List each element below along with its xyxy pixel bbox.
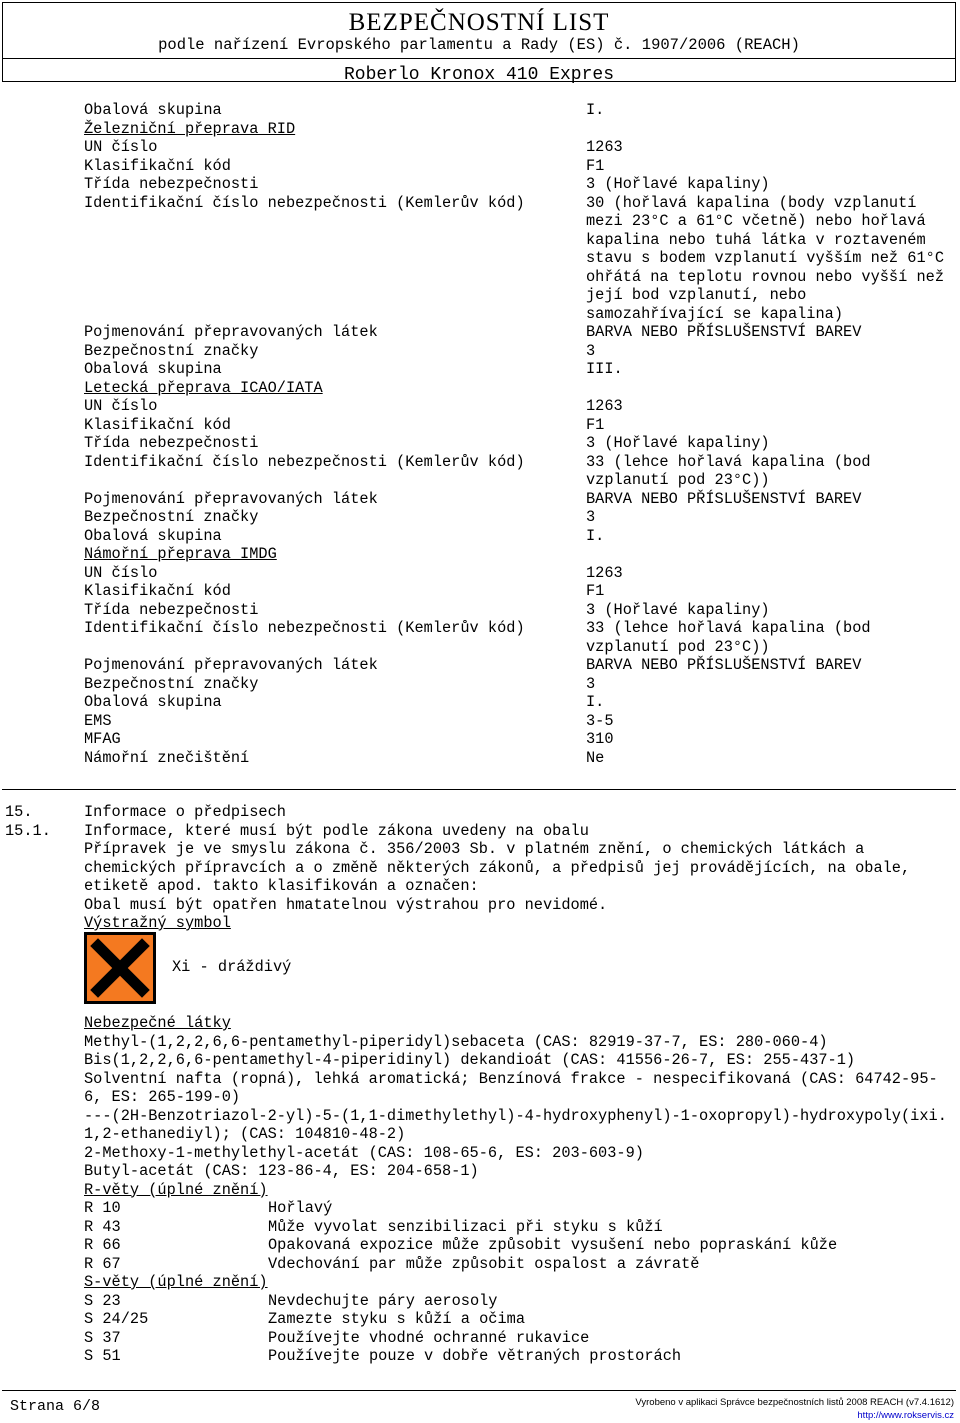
transport-value: 33 (lehce hořlavá kapalina (bod vzplanutí pod 23°C)) bbox=[586, 619, 871, 656]
transport-label: Bezpečnostní značky bbox=[84, 674, 259, 693]
transport-label: Pojmenování přepravovaných látek bbox=[84, 656, 378, 674]
symbol-heading: Výstražný symbol bbox=[84, 914, 231, 932]
transport-row bbox=[84, 749, 954, 768]
transport-row bbox=[84, 656, 954, 675]
s-phrase-row bbox=[84, 1310, 954, 1329]
s-phrase-code: S 24/25 bbox=[84, 1310, 149, 1328]
transport-label: Obalová skupina bbox=[84, 526, 222, 545]
transport-row bbox=[84, 175, 954, 194]
r-phrase-row bbox=[84, 1236, 954, 1255]
transport-heading: Námořní přeprava IMDG bbox=[84, 545, 277, 563]
s-phrases-list bbox=[84, 1292, 954, 1366]
transport-row bbox=[84, 527, 954, 546]
transport-heading: Letecká přeprava ICAO/IATA bbox=[84, 378, 323, 397]
dangerous-substance: Methyl-(1,2,2,6,6-pentamethyl-piperidyl)sebaceta (CAS: 82919-37-7, ES: 280-060-4) bbox=[84, 1032, 828, 1051]
transport-label: Klasifikační kód bbox=[84, 582, 231, 600]
dangerous-substance: Butyl-acetát (CAS: 123-86-4, ES: 204-658-1) bbox=[84, 1162, 479, 1180]
transport-value: F1 bbox=[586, 156, 605, 175]
transport-value: 1263 bbox=[586, 138, 623, 156]
transport-value: 3 bbox=[586, 508, 596, 526]
transport-label: Pojmenování přepravovaných látek bbox=[84, 489, 378, 508]
transport-value: 30 (hořlavá kapalina (body vzplanutí mezi 23°C a 61°C včetně) nebo hořlavá kapalina nebo tuhá látka v roztaveném stavu s bodem vzplanutí vyšším než 61°C ohřátá na teplotu rovnou nebo vyšší než její bod vzplanutí, nebo samozahřívající se kapalina) bbox=[586, 193, 945, 323]
transport-row bbox=[84, 712, 954, 731]
transport-heading-row bbox=[84, 545, 954, 564]
transport-label: Identifikační číslo nebezpečnosti (Kemlerův kód) bbox=[84, 452, 525, 471]
transport-heading-row bbox=[84, 379, 954, 398]
transport-row bbox=[84, 138, 954, 157]
transport-value: BARVA NEBO PŘÍSLUŠENSTVÍ BAREV bbox=[586, 323, 862, 341]
s-phrase-code: S 23 bbox=[84, 1291, 121, 1310]
transport-row bbox=[84, 564, 954, 583]
transport-value: 310 bbox=[586, 730, 614, 748]
transport-value: III. bbox=[586, 360, 623, 378]
r-phrase-row bbox=[84, 1255, 954, 1274]
s-phrase-row bbox=[84, 1329, 954, 1348]
transport-value: 3 (Hořlavé kapaliny) bbox=[586, 434, 770, 452]
transport-row bbox=[84, 434, 954, 453]
transport-value: 3-5 bbox=[586, 711, 614, 730]
r-phrase-code: R 43 bbox=[84, 1217, 121, 1236]
transport-row bbox=[84, 342, 954, 361]
section-title: Informace o předpisech bbox=[84, 803, 286, 821]
transport-value: BARVA NEBO PŘÍSLUŠENSTVÍ BAREV bbox=[586, 489, 862, 508]
transport-label: MFAG bbox=[84, 730, 121, 748]
xi-irritant-icon bbox=[84, 932, 156, 1004]
transport-row bbox=[84, 157, 954, 176]
dangerous-substances-heading: Nebezpečné látky bbox=[84, 1014, 231, 1032]
dangerous-substance: ---(2H-Benzotriazol-2-yl)-5-(1,1-dimethylethyl)-4-hydroxyphenyl)-1-oxopropyl)-hydroxypoly(ixi.1,2-ethanediyl); (CAS: 104810-48-2) bbox=[84, 1106, 947, 1143]
footer-divider bbox=[2, 1390, 956, 1391]
transport-value: F1 bbox=[586, 582, 605, 600]
document-subtitle: podle nařízení Evropského parlamentu a Rady (ES) č. 1907/2006 (REACH) bbox=[158, 36, 800, 54]
transport-value: 1263 bbox=[586, 563, 623, 582]
s-phrase-row bbox=[84, 1292, 954, 1311]
section-15 bbox=[0, 803, 960, 933]
transport-row bbox=[84, 490, 954, 509]
transport-row bbox=[84, 693, 954, 712]
transport-row bbox=[84, 675, 954, 694]
transport-row bbox=[84, 582, 954, 601]
r-phrase-text: Vdechování par může způsobit ospalost a závratě bbox=[268, 1254, 700, 1273]
s-phrase-text: Používejte vhodné ochranné rukavice bbox=[268, 1328, 590, 1347]
dangerous-substance: 2-Methoxy-1-methylethyl-acetát (CAS: 108-65-6, ES: 203-603-9) bbox=[84, 1143, 644, 1162]
transport-row bbox=[84, 194, 954, 324]
transport-label: Obalová skupina bbox=[84, 360, 222, 378]
transport-value: 3 (Hořlavé kapaliny) bbox=[586, 600, 770, 619]
transport-label: Klasifikační kód bbox=[84, 156, 231, 175]
document-title: BEZPEČNOSTNÍ LIST bbox=[348, 9, 610, 36]
transport-row bbox=[84, 101, 954, 120]
transport-value: 1263 bbox=[586, 397, 623, 415]
transport-value: I. bbox=[586, 693, 605, 711]
transport-label: EMS bbox=[84, 711, 112, 730]
s-phrases-heading: S-věty (úplné znění) bbox=[84, 1273, 268, 1291]
dangerous-substance: Solventní nafta (ropná), lehká aromatická; Benzínová frakce - nespecifikovaná (CAS: 64742-95-6, ES: 265-199-0) bbox=[84, 1069, 938, 1106]
transport-value: I. bbox=[586, 526, 605, 545]
substances-and-phrases bbox=[84, 1014, 954, 1366]
transport-label: Bezpečnostní značky bbox=[84, 341, 259, 360]
transport-label: Identifikační číslo nebezpečnosti (Kemlerův kód) bbox=[84, 193, 525, 212]
transport-label: Obalová skupina bbox=[84, 101, 222, 119]
section-number: 15. bbox=[5, 803, 33, 821]
transport-heading-row bbox=[84, 120, 954, 139]
generator-text: Vyrobeno v aplikaci Správce bezpečnostních listů 2008 REACH (v7.4.1612) bbox=[635, 1397, 954, 1408]
transport-row bbox=[84, 453, 954, 490]
r-phrase-code: R 10 bbox=[84, 1199, 121, 1217]
r-phrase-row bbox=[84, 1199, 954, 1218]
s-phrase-text: Používejte pouze v dobře větraných prostorách bbox=[268, 1347, 682, 1365]
s-phrase-text: Nevdechujte páry aerosoly bbox=[268, 1291, 498, 1310]
transport-table bbox=[84, 101, 954, 767]
transport-value: F1 bbox=[586, 415, 605, 434]
tactile-warning: Obal musí být opatřen hmatatelnou výstrahou pro nevidomé. bbox=[84, 895, 608, 914]
transport-label: Obalová skupina bbox=[84, 693, 222, 711]
transport-row bbox=[84, 619, 954, 656]
transport-value: BARVA NEBO PŘÍSLUŠENSTVÍ BAREV bbox=[586, 656, 862, 674]
section-divider bbox=[2, 789, 956, 790]
transport-heading: Železniční přeprava RID bbox=[84, 119, 296, 138]
r-phrase-code: R 66 bbox=[84, 1236, 121, 1254]
transport-label: UN číslo bbox=[84, 397, 158, 415]
footer-credit bbox=[635, 1397, 954, 1421]
transport-label: Bezpečnostní značky bbox=[84, 508, 259, 526]
r-phrase-text: Může vyvolat senzibilizaci při styku s kůží bbox=[268, 1217, 663, 1236]
subsection-number: 15.1. bbox=[5, 821, 51, 840]
transport-label: Klasifikační kód bbox=[84, 415, 231, 434]
transport-value: 3 (Hořlavé kapaliny) bbox=[586, 175, 770, 193]
transport-row bbox=[84, 601, 954, 620]
transport-label: UN číslo bbox=[84, 138, 158, 156]
product-name: Roberlo Kronox 410 Expres bbox=[343, 65, 615, 85]
transport-row bbox=[84, 730, 954, 749]
transport-value: 3 bbox=[586, 674, 596, 693]
footer-link[interactable]: http://www.rokservis.cz bbox=[857, 1410, 954, 1421]
dangerous-substances-list bbox=[84, 1033, 954, 1181]
page-number: Strana 6/8 bbox=[10, 1398, 101, 1415]
transport-label: Námořní znečištění bbox=[84, 748, 250, 767]
classification-paragraph: Přípravek je ve smyslu zákona č. 356/2003 Sb. v platném znění, o chemických látkách a chemických přípravcích a o změně některých zákonů, a předpisů jej provádějících, na obale, etiketě apod. takto klasifikován a označen: bbox=[84, 840, 911, 895]
transport-row bbox=[84, 508, 954, 527]
s-phrase-row bbox=[84, 1347, 954, 1366]
r-phrases-heading: R-věty (úplné znění) bbox=[84, 1180, 268, 1199]
subsection-title: Informace, které musí být podle zákona uvedeny na obalu bbox=[84, 821, 589, 840]
s-phrase-code: S 37 bbox=[84, 1328, 121, 1347]
r-phrases-list bbox=[84, 1199, 954, 1273]
symbol-label: Xi - dráždivý bbox=[172, 958, 292, 976]
transport-row bbox=[84, 323, 954, 342]
r-phrase-code: R 67 bbox=[84, 1254, 121, 1273]
transport-label: Identifikační číslo nebezpečnosti (Kemlerův kód) bbox=[84, 619, 525, 637]
dangerous-substance: Bis(1,2,2,6,6-pentamethyl-4-piperidinyl) dekandioát (CAS: 41556-26-7, ES: 255-437-1) bbox=[84, 1051, 856, 1069]
r-phrase-text: Opakovaná expozice může způsobit vysušení nebo popraskání kůže bbox=[268, 1236, 838, 1254]
transport-label: Třída nebezpečnosti bbox=[84, 600, 259, 619]
transport-value: Ne bbox=[586, 748, 605, 767]
header-divider bbox=[3, 58, 955, 59]
transport-value: 33 (lehce hořlavá kapalina (bod vzplanutí pod 23°C)) bbox=[586, 452, 871, 489]
transport-row bbox=[84, 416, 954, 435]
s-phrase-text: Zamezte styku s kůží a očima bbox=[268, 1310, 526, 1328]
transport-label: Pojmenování přepravovaných látek bbox=[84, 323, 378, 341]
r-phrase-text: Hořlavý bbox=[268, 1199, 333, 1217]
transport-row bbox=[84, 360, 954, 379]
transport-label: Třída nebezpečnosti bbox=[84, 434, 259, 452]
document-header bbox=[2, 2, 956, 85]
transport-row bbox=[84, 397, 954, 416]
transport-label: Třída nebezpečnosti bbox=[84, 175, 259, 193]
r-phrase-row bbox=[84, 1218, 954, 1237]
transport-value: 3 bbox=[586, 341, 596, 360]
transport-label: UN číslo bbox=[84, 563, 158, 582]
transport-value: I. bbox=[586, 101, 605, 119]
s-phrase-code: S 51 bbox=[84, 1347, 121, 1365]
